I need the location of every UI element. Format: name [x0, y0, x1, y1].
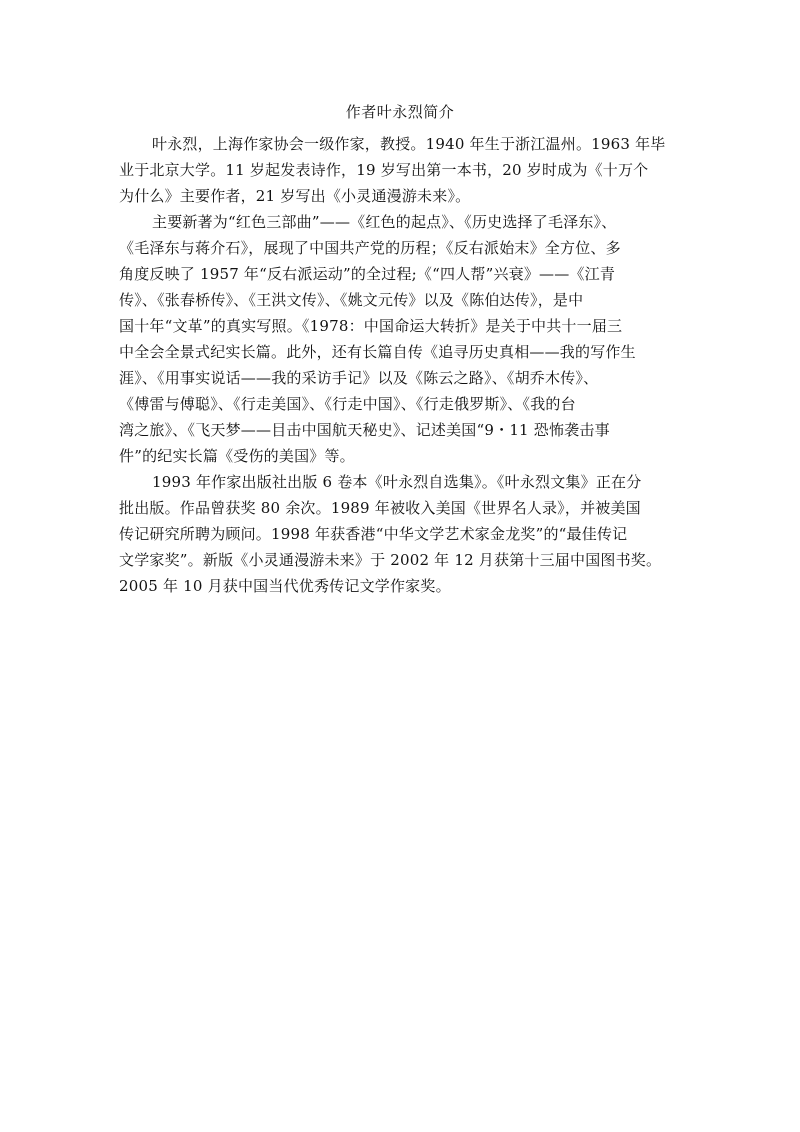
paragraph-2-line-4: 传》、《张春桥传》、《王洪文传》、《姚文元传》以及《陈伯达传》，是中 — [119, 291, 584, 309]
paragraph-2-line-3: 角度反映了 1957 年“反右派运动”的全过程;《“四人帮”兴衰》——《江青 — [119, 265, 616, 283]
paragraph-2-line-1: 主要新著为“红色三部曲”——《红色的起点》、《历史选择了毛泽东》、 — [152, 213, 617, 231]
paragraph-3-line-2: 批出版。作品曾获奖 80 余次。1989 年被收入美国《世界名人录》，并被美国 — [119, 499, 641, 517]
paragraph-1-line-2: 业于北京大学。11 岁起发表诗作，19 岁写出第一本书，20 岁时成为《十万个 — [119, 161, 649, 179]
document-body — [119, 131, 679, 599]
paragraph-3-line-1: 1993 年作家出版社出版 6 卷本《叶永烈自选集》。《叶永烈文集》正在分 — [152, 473, 642, 491]
paragraph-2-line-7: 涯》、《用事实说话——我的采访手记》以及《陈云之路》、《胡乔木传》、 — [119, 369, 599, 387]
paragraph-2-line-8: 《傅雷与傅聪》、《行走美国》、《行走中国》、《行走俄罗斯》、《我的台 — [119, 395, 576, 413]
paragraph-3-line-3: 传记研究所聘为顾问。1998 年获香港“中华文学艺术家金龙奖”的“最佳传记 — [119, 525, 628, 543]
paragraph-1-line-1: 叶永烈，上海作家协会一级作家，教授。1940 年生于浙江温州。1963 年毕 — [152, 135, 666, 153]
document-title: 作者叶永烈简介 — [345, 103, 455, 121]
paragraph-2-line-2: 《毛泽东与蒋介石》，展现了中国共产党的历程；《反右派始末》全方位、多 — [119, 239, 621, 257]
paragraph-2-line-9: 湾之旅》、《飞天梦——目击中国航天秘史》、记述美国“9・11 恐怖袭击事 — [119, 421, 610, 439]
paragraph-2-line-5: 国十年“文革”的真实写照。《1978：中国命运大转折》是关于中共十一届三 — [119, 317, 623, 335]
paragraph-1-line-3: 为什么》主要作者，21 岁写出《小灵通漫游未来》。 — [119, 187, 471, 205]
paragraph-3-line-4: 文学家奖”。新版《小灵通漫游未来》于 2002 年 12 月获第十三届中国图书奖。 — [119, 551, 662, 569]
paragraph-2-line-6: 中全会全景式纪实长篇。此外，还有长篇自传《追寻历史真相——我的写作生 — [119, 343, 636, 361]
paragraph-2-line-10: 件”的纪实长篇《受伤的美国》等。 — [119, 447, 355, 465]
paragraph-3-line-5: 2005 年 10 月获中国当代优秀传记文学作家奖。 — [119, 577, 451, 595]
